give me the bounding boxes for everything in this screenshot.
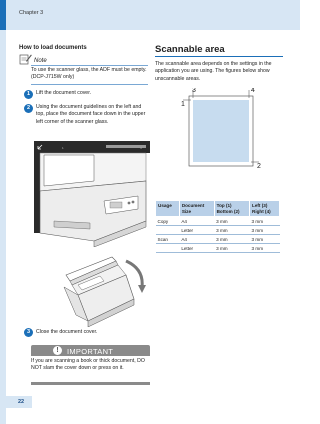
exclamation-icon: ! xyxy=(53,346,62,355)
cell-size: Letter xyxy=(179,226,214,235)
scanner-glass-illustration xyxy=(34,141,150,247)
header-top-bottom: Top (1) Bottom (2) xyxy=(214,201,249,217)
guide-label-1: 1 xyxy=(62,146,64,150)
scannable-area-intro: The scannable area depends on the settings in the application you are using. The figures below show unscannable areas. xyxy=(155,61,272,82)
table-header-row xyxy=(156,201,280,217)
section-title-rule xyxy=(155,56,283,57)
header-usage: Usage xyxy=(156,201,180,217)
chapter-label: Chapter 3 xyxy=(19,10,44,16)
table-row xyxy=(156,235,280,244)
diagram-label-2: 2 xyxy=(257,163,261,170)
page-number: 22 xyxy=(18,399,25,405)
diagram-label-1: 1 xyxy=(181,101,185,108)
step-1-badge: 1 xyxy=(24,90,33,99)
cell-size: Letter xyxy=(179,244,214,253)
scannable-area-table xyxy=(155,200,280,253)
guide-label-4: 4 xyxy=(140,146,142,150)
diagram-label-4: 4 xyxy=(251,88,255,94)
cell-usage: Copy xyxy=(156,217,180,226)
table-row xyxy=(156,244,280,253)
note-pencil-icon xyxy=(19,53,32,65)
header-left-right: Left (3) Right (4) xyxy=(250,201,280,217)
cell-left-right: 3 mm xyxy=(250,235,280,244)
cell-usage xyxy=(156,226,180,235)
cell-left-right: 3 mm xyxy=(250,244,280,253)
important-bottom-bar xyxy=(31,382,150,385)
header-accent-bar xyxy=(0,0,6,30)
step-3-text: Close the document cover. xyxy=(36,329,98,335)
cell-top-bottom: 3 mm xyxy=(214,217,249,226)
step-2-text: Using the document guidelines on the left and top, place the document face down in the upper left corner of the scanner glass. xyxy=(36,104,146,125)
cell-size: A4 xyxy=(179,217,214,226)
cell-left-right: 3 mm xyxy=(250,226,280,235)
cell-usage xyxy=(156,244,180,253)
cell-left-right: 3 mm xyxy=(250,217,280,226)
table-row xyxy=(156,226,280,235)
step-1-text: Lift the document cover. xyxy=(36,90,92,96)
cell-top-bottom: 3 mm xyxy=(214,235,249,244)
scannable-area-diagram xyxy=(181,88,267,176)
important-box xyxy=(31,345,150,384)
page-edge-band xyxy=(0,30,6,424)
cell-top-bottom: 3 mm xyxy=(214,244,249,253)
cell-size: A4 xyxy=(179,235,214,244)
table-row xyxy=(156,217,280,226)
subheading-load-documents: How to load documents xyxy=(19,45,87,51)
section-title-scannable-area: Scannable area xyxy=(155,44,225,55)
header-document-size: Document Size xyxy=(179,201,214,217)
note-text: To use the scanner glass, the ADF must be empty. (DCP-J715W only) xyxy=(31,67,147,81)
close-cover-illustration xyxy=(56,255,154,327)
important-title: IMPORTANT xyxy=(67,346,114,356)
important-text: If you are scanning a book or thick document, DO NOT slam the cover down or press on it. xyxy=(31,358,145,371)
cell-top-bottom: 3 mm xyxy=(214,226,249,235)
note-title: Note xyxy=(34,58,47,64)
diagram-label-3: 3 xyxy=(192,88,196,94)
note-divider-top xyxy=(31,65,148,66)
cell-usage: Scan xyxy=(156,235,180,244)
header-band xyxy=(0,0,300,30)
note-divider-bottom xyxy=(31,84,148,85)
step-3-badge: 3 xyxy=(24,328,33,337)
step-2-badge: 2 xyxy=(24,104,33,113)
